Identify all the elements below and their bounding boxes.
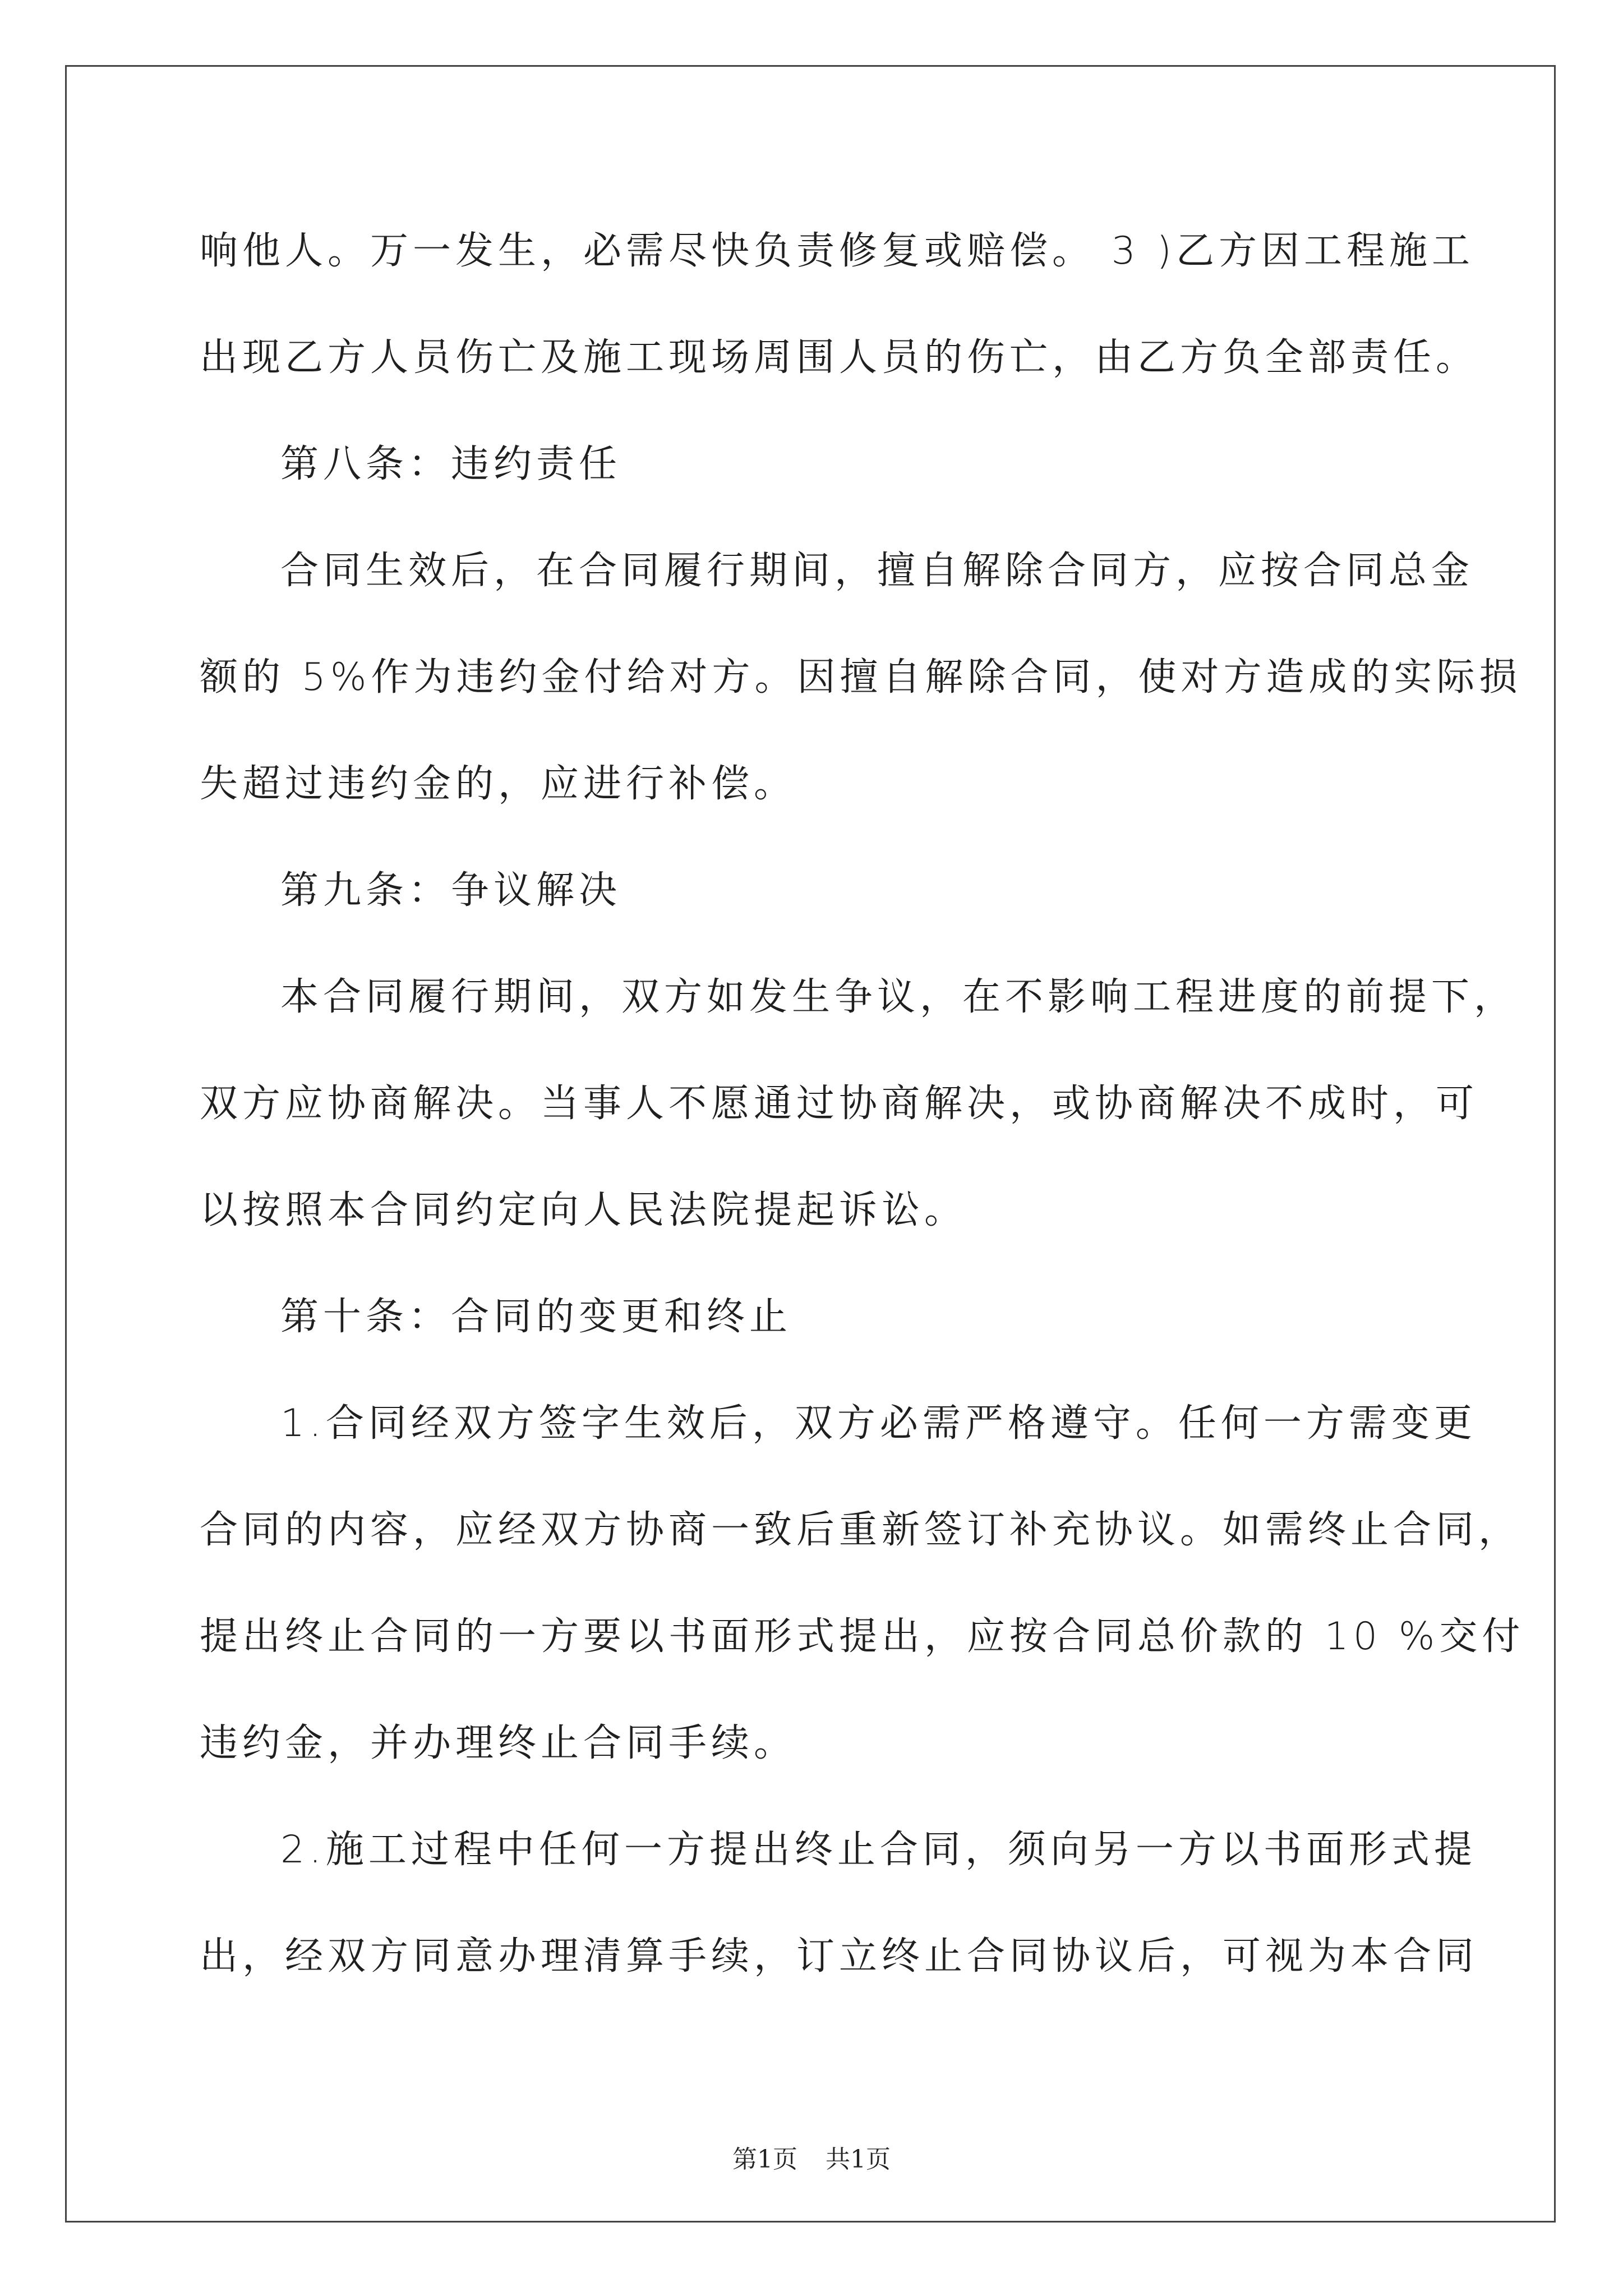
body-line: 出现乙方人员伤亡及施工现场周围人员的伤亡，由乙方负全部责任。 — [200, 335, 1479, 380]
body-line: 违约金，并办理终止合同手续。 — [200, 1721, 797, 1765]
body-line: 提出终止合同的一方要以书面形式提出，应按合同总价款的 10 %交付 — [200, 1614, 1525, 1659]
body-line: 出，经双方同意办理清算手续，订立终止合同协议后，可视为本合同 — [200, 1934, 1479, 1978]
body-line: 1.合同经双方签字生效后，双方必需严格遵守。任何一方需变更 — [280, 1401, 1477, 1446]
body-line: 响他人。万一发生，必需尽快负责修复或赔偿。 3 )乙方因工程施工 — [200, 229, 1475, 273]
section-heading: 第八条：违约责任 — [280, 442, 622, 486]
section-heading: 第九条：争议解决 — [280, 868, 622, 913]
page-total: 共1页 — [826, 2145, 891, 2174]
body-line: 本合同履行期间，双方如发生争议，在不影响工程进度的前提下， — [280, 975, 1517, 1019]
body-line: 失超过违约金的，应进行补偿。 — [200, 762, 797, 806]
body-line: 合同生效后，在合同履行期间，擅自解除合同方，应按合同总金 — [280, 549, 1474, 593]
body-line: 合同的内容，应经双方协商一致后重新签订补充协议。如需终止合同， — [200, 1508, 1521, 1552]
body-line: 2.施工过程中任何一方提出终止合同，须向另一方以书面形式提 — [280, 1828, 1477, 1872]
page-number: 第1页 — [732, 2145, 797, 2174]
body-line: 以按照本合同约定向人民法院提起诉讼。 — [200, 1188, 967, 1232]
page-border — [65, 65, 1556, 2223]
section-heading: 第十条：合同的变更和终止 — [280, 1295, 792, 1339]
body-line: 额的 5%作为违约金付给对方。因擅自解除合同，使对方造成的实际损 — [200, 655, 1522, 700]
page-footer — [0, 2143, 1623, 2177]
body-line: 双方应协商解决。当事人不愿通过协商解决，或协商解决不成时，可 — [200, 1082, 1479, 1126]
